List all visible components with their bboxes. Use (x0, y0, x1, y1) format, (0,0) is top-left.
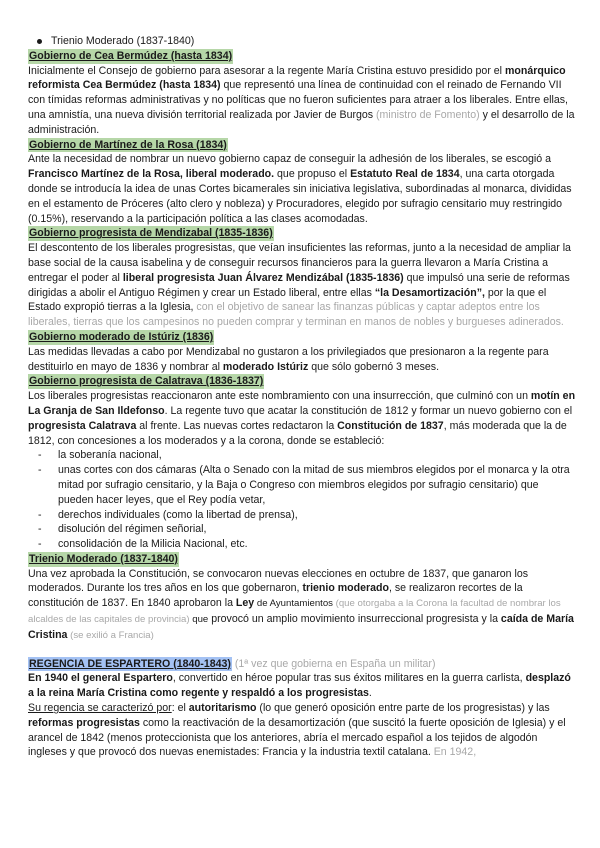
text: , más moderada que la de 1812, con concesiones a los moderados y a la corona, donde se estableció: (28, 419, 567, 447)
bold-text: moderado Istúriz (222, 360, 309, 373)
bold-text: “la Desamortización”, (374, 286, 485, 299)
underlined-text: Su regencia se caracterizó por (28, 702, 172, 715)
grey-note: (se exilió a Francia) (67, 629, 154, 641)
grey-note: (ministro de Fomento) (376, 108, 480, 121)
bold-text: Estatuto Real de 1834 (350, 168, 460, 181)
paragraph-espartero-2 (28, 701, 576, 760)
text: que impulsó una serie de reformas dirigidas a abolir el Antiguo Régimen y crear un Estado liberal, entre ellas (28, 271, 570, 299)
text: Los liberales progresistas reaccionaron ante este nombramiento con una insurrección, que culminó con un (28, 390, 531, 403)
list-item: - la soberanía nacional, (36, 448, 576, 463)
heading-espartero: REGENCIA DE ESPARTERO (1840-1843) (29, 657, 231, 670)
text: provocó un amplio movimiento insurreccional progresista y la (208, 613, 501, 626)
text: , convertido en héroe popular tras sus éxitos militares en la guerra carlista, (172, 672, 526, 685)
list-item: - disolución del régimen señorial, (36, 522, 576, 537)
heading-line-espartero (28, 657, 576, 672)
section-martinez-de-la-rosa (28, 138, 576, 227)
bold-text: Francisco Martínez de la Rosa, liberal moderado. (28, 168, 275, 181)
paragraph-calatrava (28, 389, 576, 448)
paragraph-martinez-de-la-rosa (28, 152, 576, 226)
bold-text: progresista Calatrava (28, 419, 137, 432)
list-item: - unas cortes con dos cámaras (Alta o Senado con la mitad de sus miembros elegidos por el monarca y la otra mitad por sufragio censitario, y la Baja o Congreso con miembros elegidos por sufragio censitario) que pueden hacer leyes, que el Rey podía vetar, (36, 463, 576, 507)
text: que representó una línea de continuidad con el reinado de Fernando VII con tímidas reformas administrativas y no políticas que no fueron suficientes para atraer a los liberales. Entre ellas, una amnistía, una nueva división territorial realizada por Javier de Burgos (28, 79, 568, 121)
text: como la reactivación de la desamortización (que suscitó la fuerte oposición de Iglesia) y el arancel de 1842 (menos proteccionista que los anteriores, abría el mercado español a los tejidos de algodón ingleses y que provocó dos nuevas enemistades: Francia y la industria textil catalana. (28, 716, 566, 759)
constitution-list (28, 448, 576, 552)
paragraph-trienio-moderado (28, 567, 576, 644)
bold-text: monárquico reformista Cea Bermúdez (hasta 1834) (28, 64, 566, 92)
text: al frente. Las nuevas cortes redactaron la (136, 419, 338, 432)
bold-text: Constitución de 1837 (337, 419, 444, 432)
grey-note: (que otorgaba a la Corona la facultad de nombrar los alcaldes de las capitales de provincia) (28, 598, 561, 626)
paragraph-isturiz (28, 345, 576, 375)
section-espartero (28, 657, 576, 761)
text: (lo que generó oposición entre parte de los progresistas) y las (256, 702, 550, 715)
text: El descontento de los liberales progresistas, que veían insuficientes las reformas, junto a la necesidad de ampliar la base social de la causa isabelina y de conseguir recursos financieros para la guerra llevaron a María Cristina a entregar el poder al (28, 242, 571, 284)
text: Las medidas llevadas a cabo por Mendizabal no gustaron a los privilegiados que presionaron a la regente para destituirlo en mayo de 1836 y nombrar al (28, 345, 549, 373)
section-cea-bermudez (28, 49, 576, 138)
heading-martinez-de-la-rosa: Gobierno de Martínez de la Rosa (1834) (29, 138, 227, 151)
heading-isturiz: Gobierno moderado de Istúriz (1836) (29, 330, 214, 343)
list-item: - consolidación de la Milicia Nacional, etc. (36, 537, 576, 552)
text: . (368, 687, 372, 700)
paragraph-mendizabal (28, 241, 576, 330)
text: Una vez aprobada la Constitución, se convocaron nuevas elecciones en octubre de 1837, que ganaron los moderados. Durante los tres años en los que gobernaron, (28, 567, 529, 595)
text: . La regente tuvo que acatar la constitución de 1812 y formar un nuevo gobierno con el (164, 404, 573, 417)
text: que propuso el (274, 168, 351, 181)
grey-note: (1ª vez que gobierna en España un militar) (231, 657, 436, 670)
text: que sólo gobernó 3 meses. (308, 360, 440, 373)
heading-calatrava: Gobierno progresista de Calatrava (1836-1837) (29, 375, 264, 388)
bold-text: En 1940 el general Espartero (28, 672, 173, 685)
bold-text: liberal progresista Juan Álvarez Mendizábal (1835-1836) (122, 271, 404, 284)
grey-note: En 1942, (433, 746, 477, 759)
list-item: - derechos individuales (como la libertad de prensa), (36, 508, 576, 523)
paragraph-cea-bermudez (28, 64, 576, 138)
paragraph-espartero-1 (28, 671, 576, 701)
heading-trienio-moderado: Trienio Moderado (1837-1840) (29, 552, 178, 565)
section-trienio-moderado (28, 552, 576, 644)
grey-note: con el objetivo de sanear las finanzas públicas y captar adeptos entre los liberales, tierras que los campesinos no pueden comprar y terminan en manos de nobles y burgueses adinerados. (28, 301, 564, 329)
text: Inicialmente el Consejo de gobierno para asesorar a la regente María Cristina estuvo presidido por el (28, 64, 505, 77)
bold-text: reformas progresistas (28, 716, 140, 729)
text: y el desarrollo de la administración. (28, 108, 575, 136)
section-mendizabal (28, 226, 576, 330)
heading-cea-bermudez: Gobierno de Cea Bermúdez (hasta 1834) (29, 49, 233, 62)
section-calatrava (28, 374, 576, 552)
text: : el (171, 702, 189, 715)
text: por la que el Estado expropió tierras a la Iglesia, (28, 286, 547, 314)
bullet-text: Trienio Moderado (1837-1840) (51, 35, 195, 47)
bold-text: Ley (235, 597, 255, 610)
spacer (28, 644, 576, 657)
bold-text: autoritarismo (188, 702, 257, 715)
bold-text: trienio moderado (302, 582, 389, 595)
document-page (28, 34, 576, 760)
bold-text: caída de María Cristina (28, 613, 574, 641)
text: , una carta otorgada donde se introducía la idea de unas Cortes bicamerales sin iniciativa legislativa, subordinadas al monarca, divididas en el estamento de Próceres (alto clero y nobleza) y Procuradores, elegido por sufragio censitario muy restringido (0.15%), reservando a la participación política a las clases acomodadas. (28, 168, 572, 225)
bullet-dot-icon (37, 39, 42, 44)
bold-text: motín en La Granja de San Ildefonso (28, 390, 576, 417)
bullet-item (37, 34, 576, 49)
text: que (189, 614, 209, 626)
heading-mendizabal: Gobierno progresista de Mendizabal (1835-1836) (29, 227, 273, 240)
bold-text: desplazó a la reina María Cristina como regente y respaldó a los progresistas (28, 672, 571, 700)
text: , se realizaron recortes de la constitución de 1837. En 1840 aprobaron la (28, 582, 523, 610)
text: Ante la necesidad de nombrar un nuevo gobierno capaz de conseguir la adhesión de los liberales, se escogió a (28, 153, 551, 166)
text: de Ayuntamientos (254, 598, 333, 610)
section-isturiz (28, 330, 576, 374)
